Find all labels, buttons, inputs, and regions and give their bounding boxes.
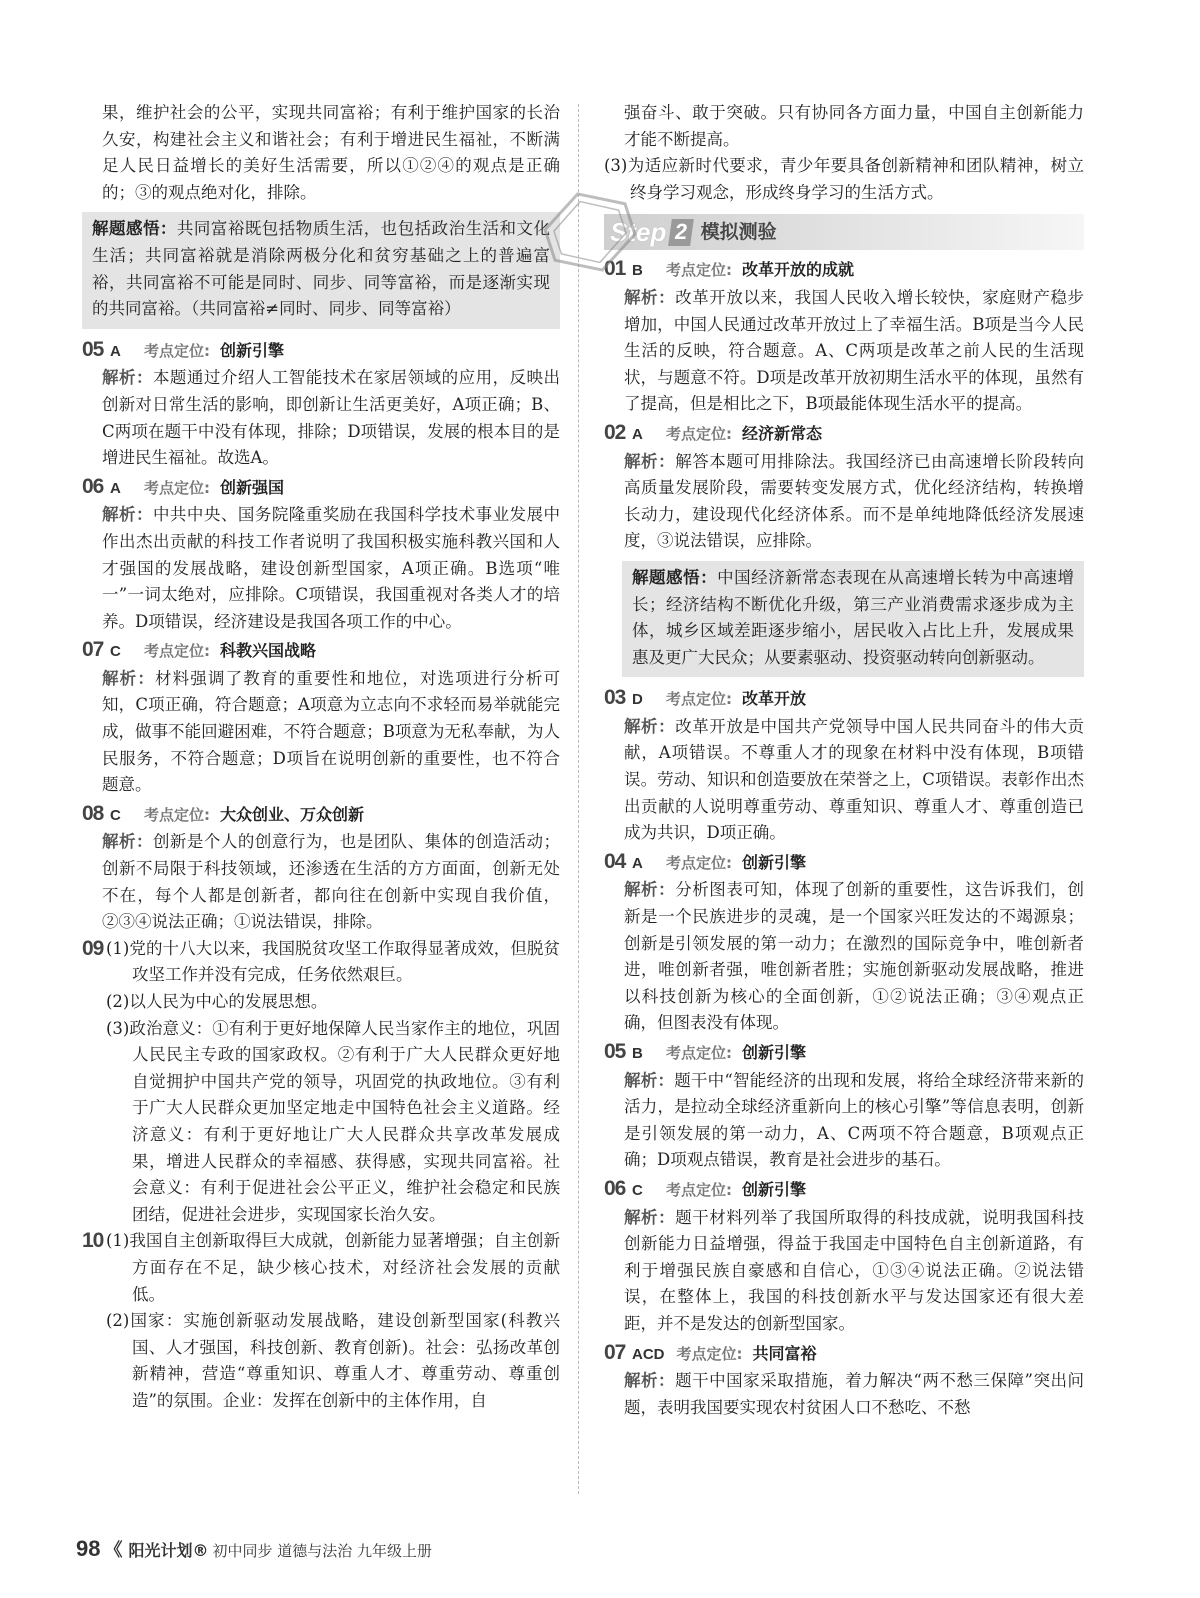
question-answer: C <box>632 1181 643 1199</box>
topic-name: 大众创业、万众创新 <box>220 804 365 824</box>
question-header <box>82 474 560 503</box>
explanation-text: 题干中国家采取措施，着力解决“两不愁三保障”突出问题，表明我国要实现农村贫困人口不愁吃、不愁 <box>624 1371 1085 1417</box>
explanation <box>604 449 1084 555</box>
question-answer: A <box>110 342 121 360</box>
explanation <box>604 1205 1084 1338</box>
question-09 <box>82 936 560 1229</box>
topic-name: 创新引擎 <box>220 340 285 360</box>
explanation-text: 题干中“智能经济的出现和发展，将给全球经济带来新的活力，是拉动全球经济重新向上的核心引擎”等信息表明，创新是引领发展的第一动力，A、C两项不符合题意，B项观点正确；D项观点错误，教育是社会进步的基石。 <box>624 1070 1085 1170</box>
insight-text: 共同富裕既包括物质生活，也包括政治生活和文化生活；共同富裕就是消除两极分化和贫穷基础之上的普遍富裕，共同富裕不可能是同时、同步、同等富裕，而是逐渐实现的共同富裕。（共同富裕≠同时、同步、同等富裕） <box>92 219 551 319</box>
explanation-text: 解答本题可用排除法。我国经济已由高速增长阶段转向高质量发展阶段，需要转变发展方式，优化经济结构，转换增长动力，建设现代化经济体系。而不是单纯地降低经济发展速度，③说法错误，应排除。 <box>624 451 1085 551</box>
topic-name: 经济新常态 <box>742 423 823 443</box>
explanation-text: 创新是个人的创意行为，也是团队、集体的创造活动；创新不局限于科技领域，还渗透在生活的方方面面，创新无处不在，每个人都是创新者，都向往在创新中实现自我价值，②③④说法正确；①说法错误，排除。 <box>102 832 561 932</box>
explanation-label: 解析： <box>624 716 676 736</box>
topic-tag: 考点定位: <box>676 1344 743 1363</box>
explanation-label: 解析： <box>102 832 153 852</box>
question-10 <box>82 1228 560 1414</box>
topic-name: 改革开放 <box>742 689 807 709</box>
question-answer: A <box>632 425 643 443</box>
explanation-label: 解析： <box>624 880 676 900</box>
topic-tag: 考点定位: <box>144 478 210 497</box>
answer-part: (3)政治意义：①有利于更好地保障人民当家作主的地位，巩固人民民主专政的国家政权。②有利于广大人民群众更好地自觉拥护中国共产党的领导，巩固党的执政地位。③有利于广大人民群众更加坚定地走中国特色社会主义道路。经济意义：有利于更好地让广大人民群众共享改革发展成果，增进人民群众的幸福感、获得感，实现共同富裕。社会意义：有利于促进社会公平正义，维护社会稳定和民族团结，促进社会进步，实现国家长治久安。 <box>106 1018 560 1224</box>
question-number: 08 <box>82 801 104 825</box>
question-header <box>82 801 560 830</box>
explanation-label: 解析： <box>624 1070 675 1090</box>
column-divider <box>578 104 579 1494</box>
question-answer: D <box>632 691 643 709</box>
question-answer: A <box>110 479 121 497</box>
topic-tag: 考点定位: <box>666 1044 732 1062</box>
explanation-text: 改革开放是中国共产党领导中国人民共同奋斗的伟大贡献，A项错误。不尊重人才的现象在材料中没有体现，B项错误。劳动、知识和创造要放在荣誉之上，C项错误。表彰作出杰出贡献的人说明尊重劳动、尊重知识、尊重人才、尊重创造已成为共识，D项正确。 <box>624 716 1085 843</box>
topic-name: 创新强国 <box>220 477 285 497</box>
answer-continuation: 果，维护社会的公平，实现共同富裕；有利于维护国家的长治久安，构建社会主义和谐社会；有利于增进民生福祉，不断满足人民日益增长的美好生活需要，所以①②④的观点是正确的；③的观点绝对化，排除。 <box>102 103 560 202</box>
question-number: 04 <box>604 849 626 873</box>
question-number: 10 <box>82 1229 104 1253</box>
explanation-label: 解析： <box>102 368 153 388</box>
step-word: Step <box>610 217 667 248</box>
topic-name: 创新引擎 <box>742 852 807 872</box>
question-10-answers <box>106 1228 560 1414</box>
question-answer: B <box>632 262 643 280</box>
question-answer: C <box>110 643 121 661</box>
explanation <box>82 829 560 935</box>
explanation <box>604 877 1084 1037</box>
topic-name: 改革开放的成就 <box>742 260 855 280</box>
question-number: 06 <box>604 1176 626 1200</box>
topic-name: 创新引擎 <box>742 1179 807 1199</box>
explanation-label: 解析： <box>624 1207 676 1227</box>
topic-tag: 考点定位: <box>666 1180 732 1199</box>
question-answer: A <box>632 854 643 872</box>
explanation <box>604 285 1084 418</box>
question-header <box>604 1340 1084 1369</box>
explanation-text: 本题通过介绍人工智能技术在家居领域的应用，反映出创新对日常生活的影响，即创新让生活更美好，A项正确；B、C两项在题干中没有体现，排除；D项错误，发展的根本目的是增进民生福祉。故选A。 <box>102 368 561 468</box>
question-number: 05 <box>604 1040 626 1063</box>
question-header <box>604 849 1084 878</box>
explanation <box>604 1068 1084 1174</box>
question-header <box>604 256 1084 285</box>
stamp-seal-icon <box>540 186 640 278</box>
question-header <box>604 1039 1084 1068</box>
question-number: 05 <box>82 337 104 361</box>
question-header <box>604 1176 1084 1205</box>
topic-tag: 考点定位: <box>666 690 732 709</box>
topic-name: 科教兴国战略 <box>220 641 317 661</box>
explanation-label: 解析： <box>624 1371 676 1391</box>
explanation-text: 材料强调了教育的重要性和地位，对选项进行分析可知，C项正确，符合题意；A项意为立志向不求轻而易举就能完成，做事不能回避困难，不符合题意；B项意为无私奉献，为人民服务，不符合题意；D项旨在说明创新的重要性，也不符合题意。 <box>102 668 561 795</box>
explanation <box>82 502 560 635</box>
question-09-answers <box>106 936 560 1229</box>
explanation <box>604 714 1084 847</box>
right-column <box>604 100 1084 1421</box>
explanation <box>82 666 560 799</box>
answer-part: (1)党的十八大以来，我国脱贫攻坚工作取得显著成效，但脱贫攻坚工作并没有完成，任务依然艰巨。 <box>106 938 560 985</box>
answer-part: (1)我国自主创新取得巨大成就，创新能力显著增强；自主创新方面存在不足，缺少核心技术，对经济社会发展的贡献低。 <box>106 1231 560 1304</box>
question-header <box>82 337 560 366</box>
insight-text: 中国经济新常态表现在从高速增长转为中高速增长；经济结构不断优化升级，第三产业消费需求逐步成为主体，城乡区域差距逐步缩小，居民收入占比上升，发展成果惠及更广大民众；从要素驱动、投资驱动转向创新驱动。 <box>632 567 1075 667</box>
insight-box <box>82 212 560 328</box>
question-answer: C <box>110 806 121 824</box>
topic-tag: 考点定位: <box>144 642 210 661</box>
step-number: 2 <box>668 219 694 246</box>
step-banner <box>604 214 1084 250</box>
answer-part: (2)国家：实施创新驱动发展战略，建设创新型国家(科教兴国、人才强国，科技创新、教育创新)。社会：弘扬改革创新精神，营造“尊重知识、尊重人才、尊重劳动、尊重创造”的氛围。企业：发挥在创新中的主体作用，自 <box>106 1311 560 1410</box>
topic-tag: 考点定位: <box>144 805 210 824</box>
explanation-text: 改革开放以来，我国人民收入增长较快，家庭财产稳步增加，中国人民通过改革开放过上了幸福生活。B项是当今人民生活的反映，符合题意。A、C两项是改革之前人民的生活现状，与题意不符。D项是改革开放初期生活水平的体现，虽然有了提高，但是相比之下，B项最能体现生活水平的提高。 <box>624 287 1085 414</box>
question-number: 07 <box>604 1340 626 1364</box>
book-brand: 阳光计划® <box>128 1541 209 1560</box>
answer-continuation: 强奋斗、敢于突破。只有协同各方面力量，中国自主创新能力才能不断提高。 <box>624 103 1084 149</box>
question-answer: B <box>632 1045 643 1062</box>
question-number: 03 <box>604 686 626 710</box>
question-number: 09 <box>82 936 104 960</box>
question-number: 07 <box>82 638 104 662</box>
explanation <box>82 365 560 471</box>
topic-name: 共同富裕 <box>752 1343 817 1363</box>
question-number: 01 <box>604 257 626 281</box>
explanation-text: 分析图表可知，体现了创新的重要性，这告诉我们，创新是一个民族进步的灵魂，是一个国家兴旺发达的不竭源泉；创新是引领发展的第一动力；在激烈的国际竞争中，唯创新者进，唯创新者强，唯创新者胜；实施创新驱动发展战略，推进以科技创新为核心的全面创新，①②说法正确；③④观点正确，但图表没有体现。 <box>624 880 1085 1033</box>
insight-box <box>622 561 1084 677</box>
topic-tag: 考点定位: <box>144 341 210 360</box>
question-header <box>82 637 560 666</box>
explanation-label: 解析： <box>624 451 676 471</box>
question-number: 06 <box>82 474 104 498</box>
question-header <box>604 420 1084 449</box>
topic-tag: 考点定位: <box>666 261 732 280</box>
step-title: 模拟测验 <box>700 221 777 244</box>
topic-tag: 考点定位: <box>666 853 732 872</box>
page-footer <box>76 1536 432 1562</box>
question-header <box>604 685 1084 714</box>
explanation-text: 中共中央、国务院隆重奖励在我国科学技术事业发展中作出杰出贡献的科技工作者说明了我国积极实施科教兴国和人才强国的发展战略，建设创新型国家，A项正确。B选项“唯一”一词太绝对，应排除。C项错误，我国重视对各类人才的培养。D项错误，经济建设是我国各项工作的中心。 <box>102 505 561 631</box>
explanation-label: 解析： <box>624 287 676 307</box>
topic-tag: 考点定位: <box>666 424 732 443</box>
insight-label: 解题感悟： <box>92 219 177 239</box>
chevron-left-icon: 《 <box>104 1540 123 1561</box>
question-number: 02 <box>604 420 626 444</box>
explanation <box>604 1368 1084 1421</box>
answer-part: (3)为适应新时代要求，青少年要具备创新精神和团队精神，树立终身学习观念，形成终身学习的生活方式。 <box>604 156 1084 202</box>
question-answer: ACD <box>632 1345 665 1363</box>
insight-label: 解题感悟： <box>632 567 718 587</box>
explanation-text: 题干材料列举了我国所取得的科技成就，说明我国科技创新能力日益增强，得益于我国走中国特色自主创新道路，有利于增强民族自豪感和自信心，①③④说法正确。②说法错误，在整体上，我国的科技创新水平与发达国家还有很大差距，并不是发达的创新型国家。 <box>624 1207 1085 1333</box>
page-number: 98 <box>76 1536 101 1561</box>
explanation-label: 解析： <box>102 505 153 525</box>
explanation-label: 解析： <box>102 668 155 688</box>
left-column <box>82 100 560 1415</box>
topic-name: 创新引擎 <box>742 1043 807 1062</box>
book-subtitle: 初中同步 道德与法治 九年级上册 <box>212 1542 433 1560</box>
answer-part: (2)以人民为中心的发展思想。 <box>106 992 328 1011</box>
